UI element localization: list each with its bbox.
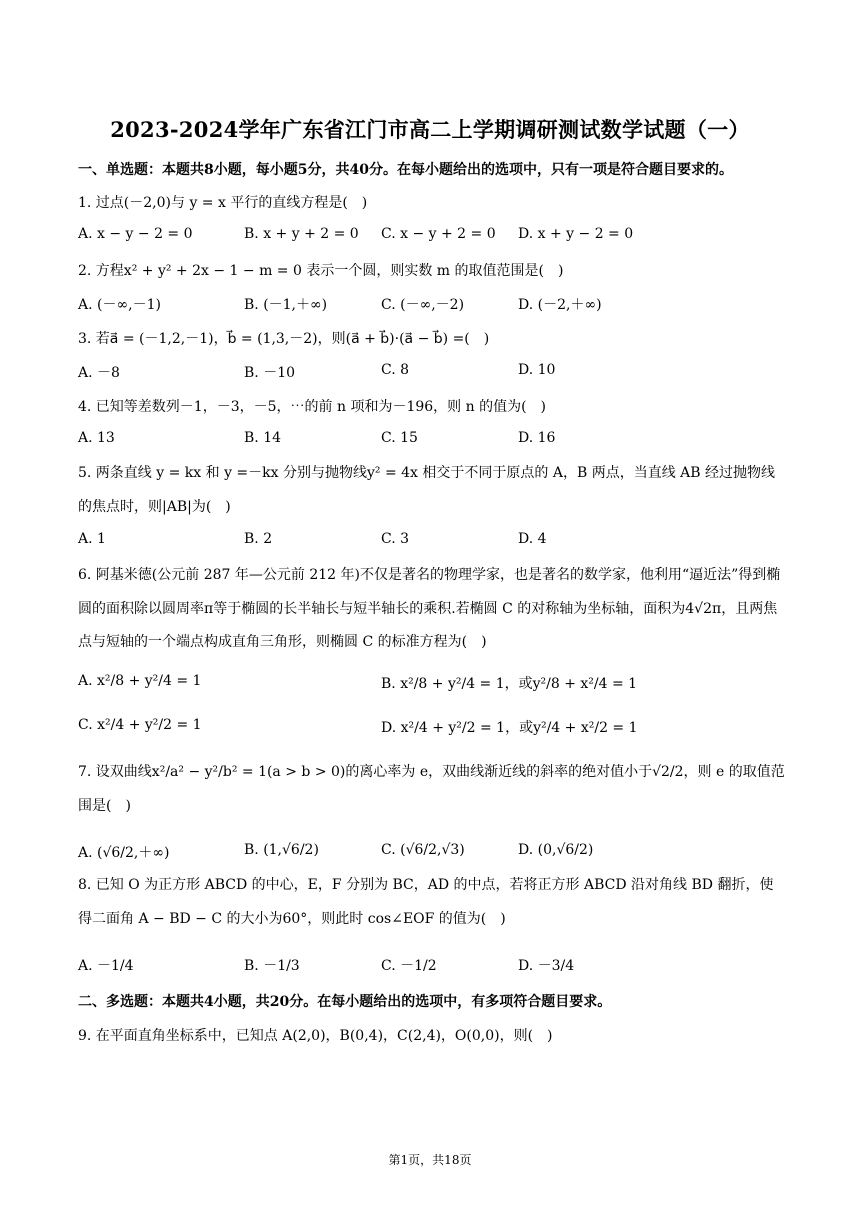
option-a: A. 1 <box>78 531 106 547</box>
option-d: D. 4 <box>518 531 547 547</box>
option-c: C. 8 <box>381 362 410 378</box>
option-b: B. －10 <box>244 365 296 381</box>
option-d: D. x + y − 2 = 0 <box>518 226 634 242</box>
section-heading-multiple-choice: 二、多选题：本题共4小题，共20分。在每小题给出的选项中，有多项符合题目要求。 <box>78 994 612 1010</box>
option-c: C. x²/4 + y²/2 = 1 <box>78 717 202 733</box>
option-b: B. (－1,＋∞) <box>244 297 328 313</box>
question-3-options <box>78 362 786 386</box>
question-4-stem: 4. 已知等差数列－1，－3，－5，⋯的前 n 项和为－196，则 n 的值为( ) <box>78 399 547 415</box>
option-a: A. x − y − 2 = 0 <box>78 226 193 242</box>
question-7-stem: 7. 设双曲线x²/a² − y²/b² = 1(a > b > 0)的离心率为 e，双曲线渐近线的斜率的绝对值小于√2/2，则 e 的取值范围是( ) <box>78 764 785 814</box>
option-b: B. 2 <box>244 531 273 547</box>
option-a: A. (√6/2,＋∞) <box>78 845 170 861</box>
question-2-stem: 2. 方程x² + y² + 2x − 1 − m = 0 表示一个圆，则实数 m 的取值范围是( ) <box>78 263 564 279</box>
option-c: C. 3 <box>381 531 410 547</box>
question-1-options <box>78 226 786 250</box>
question-7-options <box>78 842 786 866</box>
option-c: C. (√6/2,√3) <box>381 842 465 858</box>
question-5-options <box>78 531 786 555</box>
question-6-stem: 6. 阿基米德(公元前 287 年—公元前 212 年)不仅是著名的物理学家，也是著名的数学家，他利用“逼近法”得到椭圆的面积除以圆周率π等于椭圆的长半轴长与短半轴长的乘积.若椭圆 C 的对称轴为坐标轴，面积为4√2π，且两焦点与短轴的一个端点构成直角三角形，则椭圆 C 的标准方程为( ) <box>78 567 781 650</box>
option-b: B. －1/3 <box>244 958 300 974</box>
option-d: D. (－2,＋∞) <box>518 297 602 313</box>
question-1-stem: 1. 过点(－2,0)与 y = x 平行的直线方程是( ) <box>78 195 368 211</box>
option-a: A. 13 <box>78 430 115 446</box>
option-d: D. x²/4 + y²/2 = 1，或y²/4 + x²/2 = 1 <box>381 720 638 736</box>
question-2-options <box>78 294 786 318</box>
question-4-options <box>78 430 786 454</box>
section-heading-single-choice: 一、单选题：本题共8小题，每小题5分，共40分。在每小题给出的选项中，只有一项是符合题目要求的。 <box>78 162 733 178</box>
option-c: C. －1/2 <box>381 958 437 974</box>
option-a: A. －8 <box>78 365 120 381</box>
option-b: B. x²/8 + y²/4 = 1，或y²/8 + x²/4 = 1 <box>381 676 638 692</box>
option-b: B. x + y + 2 = 0 <box>244 226 359 242</box>
page-footer: 第1页，共18页 <box>388 1153 472 1167</box>
question-9-stem: 9. 在平面直角坐标系中，已知点 A(2,0)，B(0,4)，C(2,4)，O(0,0)，则( ) <box>78 1028 553 1044</box>
option-a: A. (－∞,－1) <box>78 297 161 313</box>
option-c: C. (－∞,－2) <box>381 297 465 313</box>
option-d: D. 10 <box>518 362 556 378</box>
option-d: D. 16 <box>518 430 556 446</box>
question-3-stem: 3. 若a⃗ = (－1,2,－1)，b⃗ = (1,3,－2)，则(a⃗ + b⃗)·(a⃗ − b⃗) =( ) <box>78 331 490 347</box>
question-8-stem: 8. 已知 O 为正方形 ABCD 的中心，E，F 分别为 BC，AD 的中点，若将正方形 ABCD 沿对角线 BD 翻折，使得二面角 A − BD − C 的大小为60°，则此时 cos∠EOF 的值为( ) <box>78 877 774 927</box>
option-d: D. (0,√6/2) <box>518 842 594 858</box>
question-6-options-row-2 <box>78 717 786 741</box>
option-b: B. 14 <box>244 430 282 446</box>
page-title: 2023-2024学年广东省江门市高二上学期调研测试数学试题（一） <box>110 117 750 142</box>
option-b: B. (1,√6/2) <box>244 842 319 858</box>
option-c: C. 15 <box>381 430 418 446</box>
option-a: A. －1/4 <box>78 958 134 974</box>
question-6-options-row-1 <box>78 673 786 697</box>
question-8-options <box>78 955 786 979</box>
option-c: C. x − y + 2 = 0 <box>381 226 496 242</box>
option-d: D. －3/4 <box>518 958 575 974</box>
option-a: A. x²/8 + y²/4 = 1 <box>78 673 202 689</box>
question-5-stem: 5. 两条直线 y = kx 和 y =－kx 分别与抛物线y² = 4x 相交于不同于原点的 A，B 两点，当直线 AB 经过抛物线的焦点时，则|AB|为( ) <box>78 465 775 515</box>
